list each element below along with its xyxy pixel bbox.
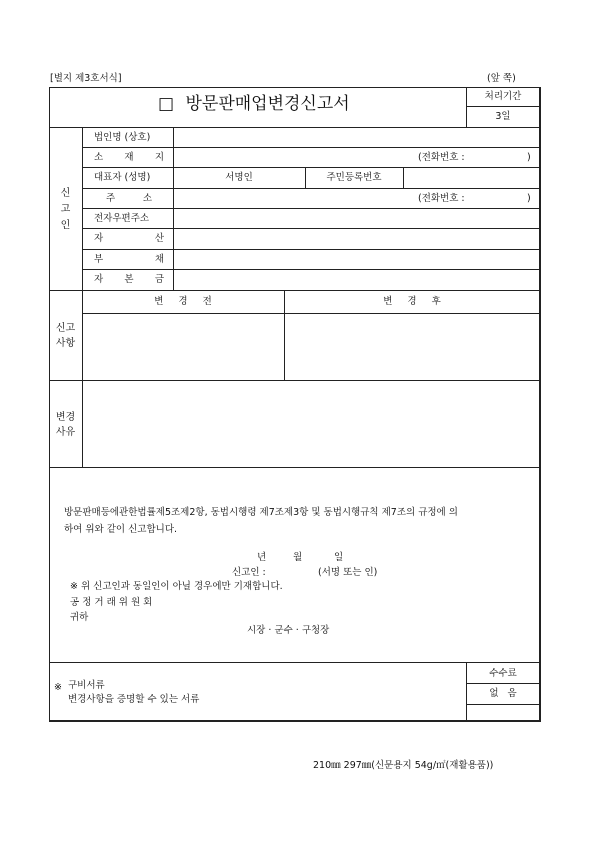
assets-field[interactable] — [175, 230, 537, 247]
recipient-name: 공 정 거 래 위 원 회 — [70, 597, 153, 608]
title-text: 방문판매업변경신고서 — [185, 94, 350, 114]
phone-label-1: (전화번호 : — [418, 152, 465, 163]
paper-spec: 210㎜ 297㎜(신문용지 54g/㎡(재활용품)) — [313, 760, 494, 771]
processing-period-value: 3일 — [495, 111, 511, 122]
form-number: [별지 제3호서식] — [50, 73, 122, 84]
email-field[interactable] — [175, 210, 537, 227]
recipient-to: 귀하 — [70, 612, 89, 623]
label-location: 소 재 지 — [94, 152, 164, 163]
label-resident-number: 주민등록번호 — [326, 172, 382, 183]
frame-shadow-bottom — [49, 720, 541, 722]
before-change-field[interactable] — [84, 315, 282, 378]
officials-label: 시장 · 군수 · 구청장 — [247, 625, 330, 636]
required-docs-item: 변경사항을 증명할 수 있는 서류 — [68, 694, 200, 705]
frame-shadow-right — [539, 87, 541, 722]
sign-or-seal-note: (서명 또는 인) — [318, 567, 378, 578]
reason-field[interactable] — [84, 382, 537, 465]
label-capital: 자 본 금 — [94, 274, 164, 285]
date-month: 월 — [293, 552, 303, 563]
required-docs-star: ※ — [54, 682, 62, 693]
reason-section-label: 변경 사유 — [55, 412, 76, 438]
label-address: 주 소 — [106, 193, 152, 204]
resident-number-field[interactable] — [405, 169, 537, 186]
declaration-line-1: 방문판매등에관한법률제5조제2항, 동법시행령 제7조제3항 및 동법시행규칙 제7조의 규정에 의 — [64, 507, 458, 518]
after-change-header: 변 경 후 — [383, 296, 441, 307]
label-signature: 서명인 — [225, 172, 253, 183]
title-checkbox[interactable]: □ — [158, 94, 175, 114]
address-field[interactable] — [175, 190, 415, 207]
date-year: 년 — [257, 552, 267, 563]
fee-value: 없 음 — [489, 688, 517, 699]
capital-field[interactable] — [175, 271, 537, 288]
corp-name-field[interactable] — [175, 129, 537, 146]
location-field[interactable] — [175, 149, 415, 166]
label-liabilities: 부 채 — [94, 254, 164, 265]
page-side-label: (앞 쪽) — [487, 73, 516, 84]
phone-close-1: ) — [527, 152, 531, 163]
applicant-sign-label: 신고인 : — [232, 567, 266, 578]
label-email: 전자우편주소 — [94, 213, 150, 224]
form-title — [158, 96, 350, 113]
phone-label-2: (전화번호 : — [418, 193, 465, 204]
report-section-label: 신고 사항 — [55, 323, 76, 349]
label-assets: 자 산 — [94, 233, 164, 244]
liabilities-field[interactable] — [175, 251, 537, 268]
before-change-header: 변 경 전 — [154, 296, 212, 307]
after-change-field[interactable] — [286, 315, 537, 378]
declaration-line-2: 하여 위와 같이 신고합니다. — [64, 524, 178, 535]
date-day: 일 — [334, 552, 344, 563]
label-corp-name: 법인명 (상호) — [94, 132, 151, 143]
processing-period-label: 처리기간 — [484, 91, 522, 102]
phone-close-2: ) — [527, 193, 531, 204]
required-docs-title: 구비서류 — [68, 680, 105, 691]
same-person-note: ※ 위 신고인과 동일인이 아닐 경우에만 기재합니다. — [70, 581, 283, 592]
applicant-section-label: 신 고 인 — [60, 188, 71, 231]
label-representative: 대표자 (성명) — [94, 172, 151, 183]
fee-label: 수수료 — [489, 668, 517, 679]
